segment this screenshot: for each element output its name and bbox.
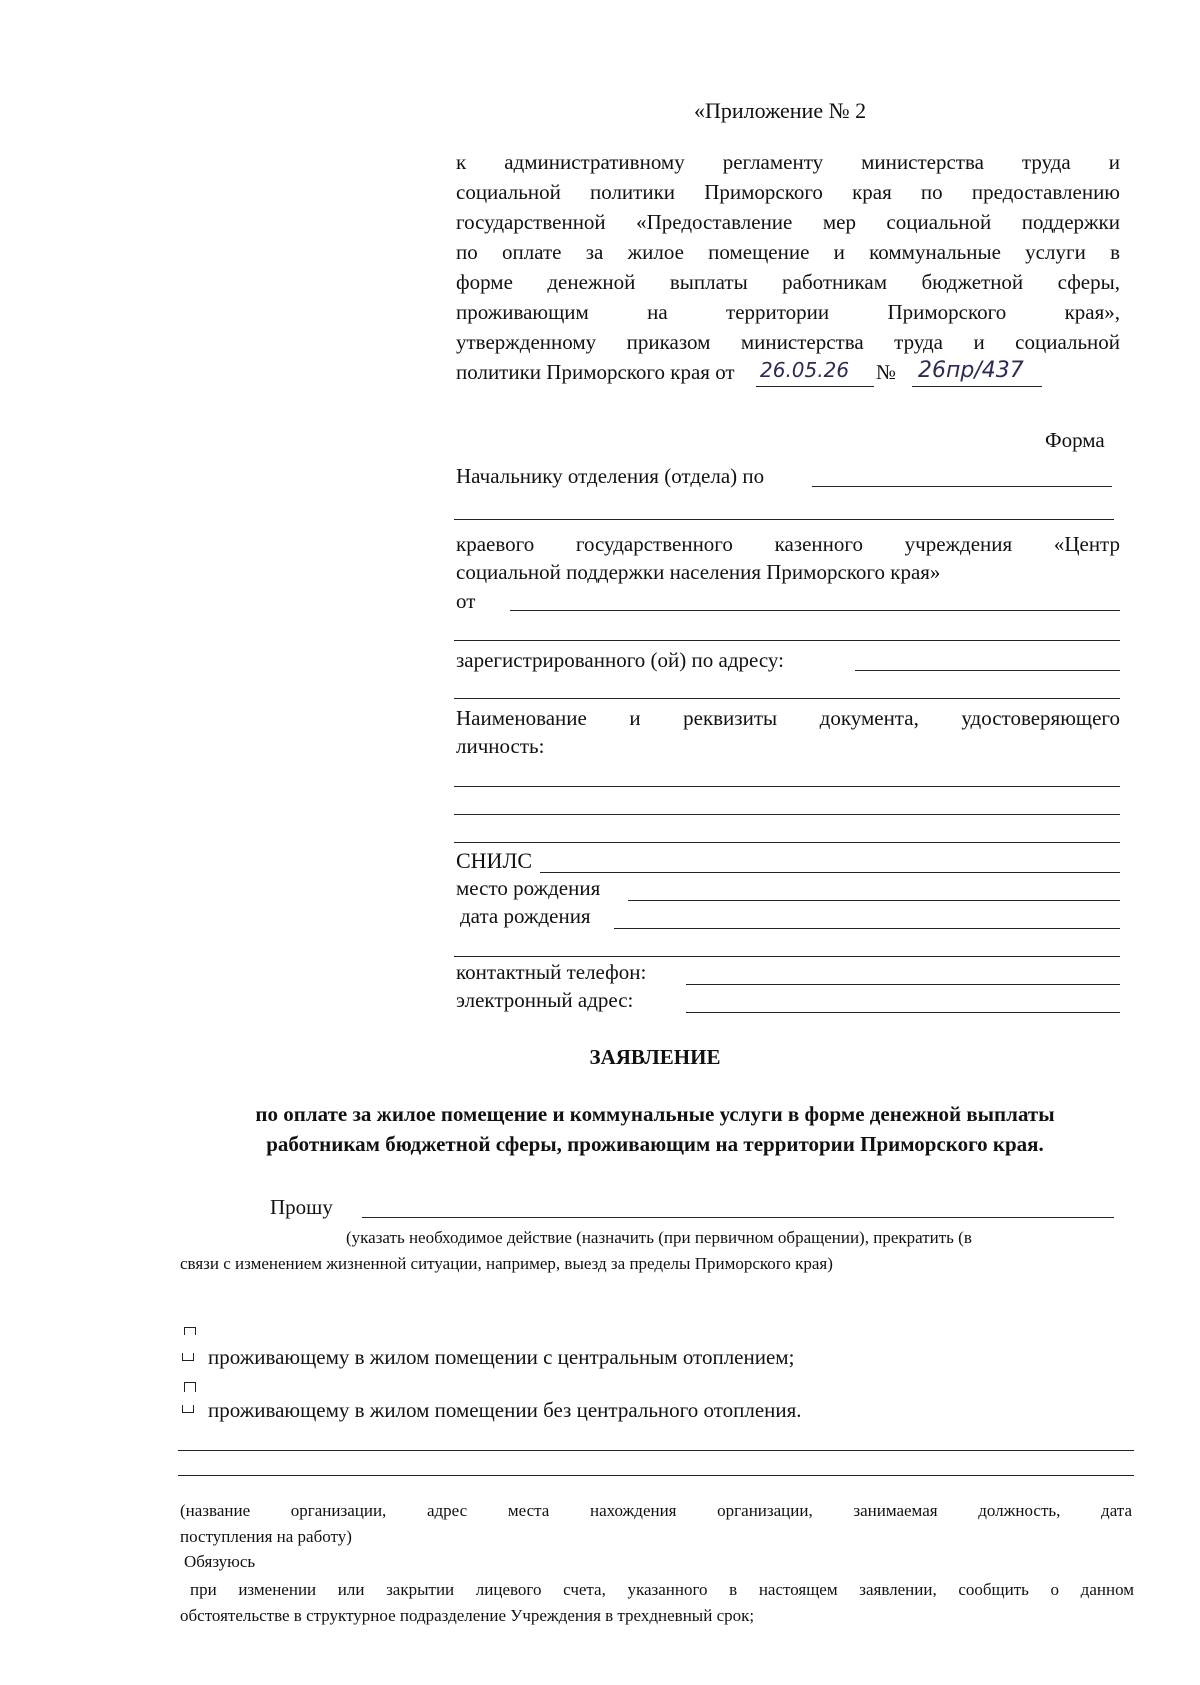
registered-address-label: зарегистрированного (ой) по адресу:	[456, 648, 784, 672]
request-field[interactable]	[362, 1217, 1114, 1218]
id-document-field-3[interactable]	[454, 842, 1120, 843]
checkbox-no-central-heating-top[interactable]	[184, 1382, 196, 1392]
from-label: от	[456, 589, 476, 613]
appendix-title: «Приложение № 2	[694, 98, 867, 123]
handwritten-order-date: 26.05.26	[760, 358, 850, 382]
oblige-line-1: при изменении или закрытии лицевого счета, указанного в настоящем заявлении, сообщить о данном	[190, 1580, 1134, 1599]
checkbox-central-heating-top[interactable]	[184, 1327, 196, 1335]
order-number-sign: №	[876, 360, 897, 384]
id-document-line-2: личность:	[456, 734, 545, 758]
id-document-field-1[interactable]	[454, 786, 1120, 787]
email-label: электронный адрес:	[456, 988, 634, 1012]
form-label: Форма	[1045, 428, 1105, 452]
phone-label: контактный телефон:	[456, 960, 647, 984]
organization-hint-line-1: (название организации, адрес места нахождения организации, занимаемая должность, дата	[180, 1501, 1132, 1520]
birthdate-field-2[interactable]	[454, 956, 1120, 957]
birthdate-label: дата рождения	[460, 904, 591, 928]
handwritten-order-number: 26пр/437	[918, 358, 1024, 383]
phone-field[interactable]	[686, 984, 1120, 985]
id-document-line-1: Наименование и реквизиты документа, удостоверяющего	[456, 706, 1120, 730]
snils-label: СНИЛС	[456, 848, 533, 873]
institution-line-2: социальной поддержки населения Приморского края»	[456, 560, 941, 584]
request-hint-line-1: (указать необходимое действие (назначить (при первичном обращении), прекратить (в	[346, 1228, 972, 1247]
request-hint-line-2: связи с изменением жизненной ситуации, например, выезд за пределы Приморского края)	[180, 1254, 833, 1273]
regulation-line-3: государственной «Предоставление мер социальной поддержки	[456, 210, 1120, 234]
order-number-underline	[912, 386, 1042, 387]
from-field-2[interactable]	[454, 640, 1120, 641]
organization-hint-line-2: поступления на работу)	[180, 1527, 352, 1546]
birthplace-field[interactable]	[628, 900, 1120, 901]
regulation-line-2: социальной политики Приморского края по предоставлению	[456, 180, 1120, 204]
regulation-line-1: к административному регламенту министерства труда и	[456, 150, 1120, 174]
order-line-prefix: политики Приморского края от	[456, 360, 735, 384]
order-line	[456, 360, 735, 385]
checkbox-central-heating[interactable]	[182, 1353, 194, 1361]
order-date-underline	[756, 386, 874, 387]
organization-field-1[interactable]	[178, 1450, 1134, 1451]
regulation-line-4: по оплате за жилое помещение и коммунальные услуги в	[456, 240, 1120, 264]
checkbox-no-central-heating[interactable]	[182, 1405, 194, 1413]
option-central-heating: проживающему в жилом помещении с центральным отоплением;	[208, 1345, 795, 1369]
regulation-line-7: утвержденному приказом министерства труда и социальной	[456, 330, 1120, 354]
regulation-line-5: форме денежной выплаты работникам бюджетной сферы,	[456, 270, 1120, 294]
email-field[interactable]	[686, 1012, 1120, 1013]
regulation-line-6: проживающим на территории Приморского края»,	[456, 300, 1120, 324]
statement-title: ЗАЯВЛЕНИЕ	[589, 1045, 721, 1069]
oblige-line-2: обстоятельстве в структурное подразделение Учреждения в трехдневный срок;	[180, 1606, 755, 1625]
snils-field[interactable]	[540, 872, 1120, 873]
id-document-field-2[interactable]	[454, 814, 1120, 815]
department-field-2[interactable]	[454, 519, 1114, 520]
statement-subtitle-line-1: по оплате за жилое помещение и коммунальные услуги в форме денежной выплаты	[255, 1102, 1055, 1126]
option-no-central-heating: проживающему в жилом помещении без центрального отопления.	[208, 1398, 802, 1422]
registered-address-field-2[interactable]	[454, 698, 1120, 699]
to-head-label: Начальнику отделения (отдела) по	[456, 464, 765, 488]
organization-field-2[interactable]	[178, 1475, 1134, 1476]
institution-line-1: краевого государственного казенного учреждения «Центр	[456, 532, 1120, 556]
registered-address-field[interactable]	[855, 670, 1120, 671]
from-field[interactable]	[510, 610, 1120, 611]
department-field[interactable]	[812, 486, 1112, 487]
birthdate-field[interactable]	[614, 928, 1120, 929]
oblige-label: Обязуюсь	[184, 1552, 256, 1571]
birthplace-label: место рождения	[456, 876, 601, 900]
statement-subtitle-line-2: работникам бюджетной сферы, проживающим на территории Приморского края.	[266, 1132, 1044, 1156]
request-label: Прошу	[270, 1195, 333, 1219]
